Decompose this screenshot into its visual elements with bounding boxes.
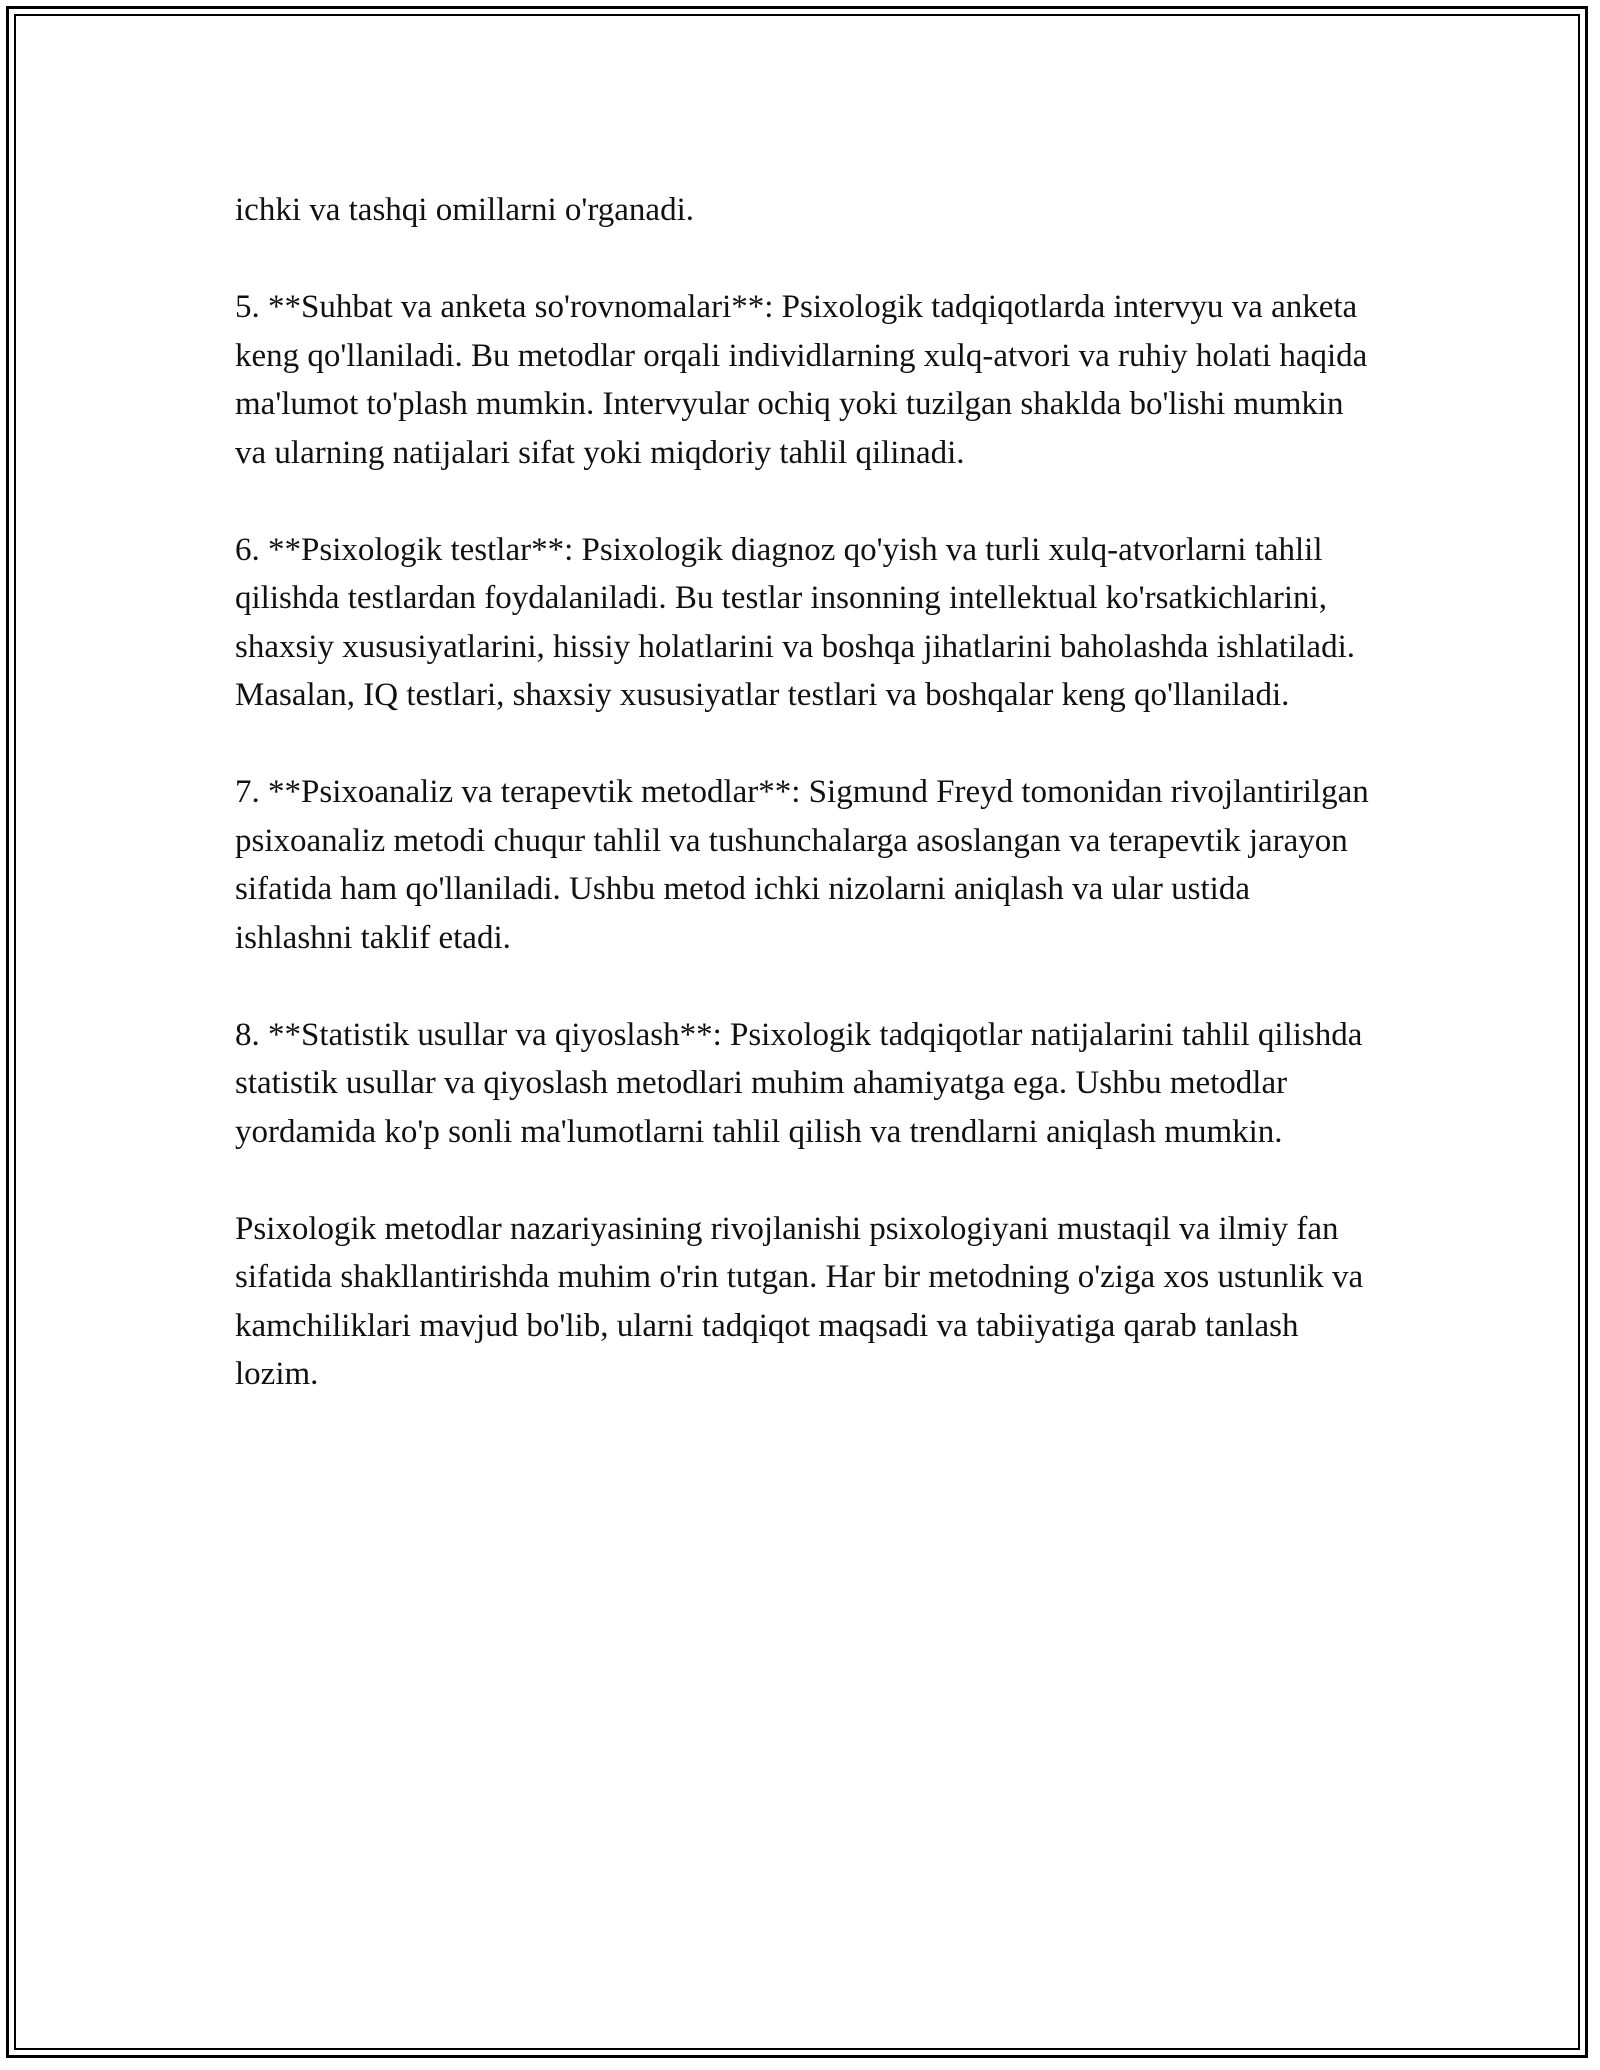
paragraph-statistical-methods: 8. **Statistik usullar va qiyoslash**: Psixologik tadqiqotlar natijalarini tahlil qilishda statistik usullar va qiyoslash metodlari muhim ahamiyatga ega. Ushbu metodlar yordamida ko'p sonli ma'lumotlarni tahlil qilish va trendlarni aniqlash mumkin. — [235, 1016, 1363, 1150]
paragraph-interview-survey: 5. **Suhbat va anketa so'rovnomalari**: Psixologik tadqiqotlarda intervyu va anketa keng qo'llaniladi. Bu metodlar orqali individlarning xulq-atvori va ruhiy holati haqida ma'lumot to'plash mumkin. Intervyular ochiq yoki tuzilgan shaklda bo'lishi mumkin va ularning natijalari sifat yoki miqdoriy tahlil qilinadi. — [235, 289, 1368, 471]
paragraph-psychoanalysis: 7. **Psixoanaliz va terapevtik metodlar**: Sigmund Freyd tomonidan rivojlantirilgan psixoanaliz metodi chuqur tahlil va tushunchalarga asoslangan va terapevtik jarayon sifatida ham qo'llaniladi. Ushbu metod ichki nizolarni aniqlash va ular ustida ishlashni taklif etadi. — [235, 774, 1369, 956]
paragraph-conclusion: Psixologik metodlar nazariyasining rivojlanishi psixologiyani mustaqil va ilmiy fan sifatida shakllantirishda muhim o'rin tutgan. Har bir metodning o'ziga xos ustunlik va kamchiliklari mavjud bo'lib, ularni tadqiqot maqsadi va tabiiyatiga qarab tanlash lozim. — [235, 1210, 1364, 1392]
paragraph-continuation: ichki va tashqi omillarni o'rganadi. — [235, 192, 694, 228]
document-body — [235, 186, 1375, 1447]
paragraph-psychological-tests: 6. **Psixologik testlar**: Psixologik diagnoz qo'yish va turli xulq-atvorlarni tahlil qilishda testlardan foydalaniladi. Bu testlar insonning intellektual ko'rsatkichlarini, shaxsiy xususiyatlarini, hissiy holatlarini va boshqa jihatlarini baholashda ishlatiladi. Masalan, IQ testlari, shaxsiy xususiyatlar testlari va boshqalar keng qo'llaniladi. — [235, 531, 1355, 713]
